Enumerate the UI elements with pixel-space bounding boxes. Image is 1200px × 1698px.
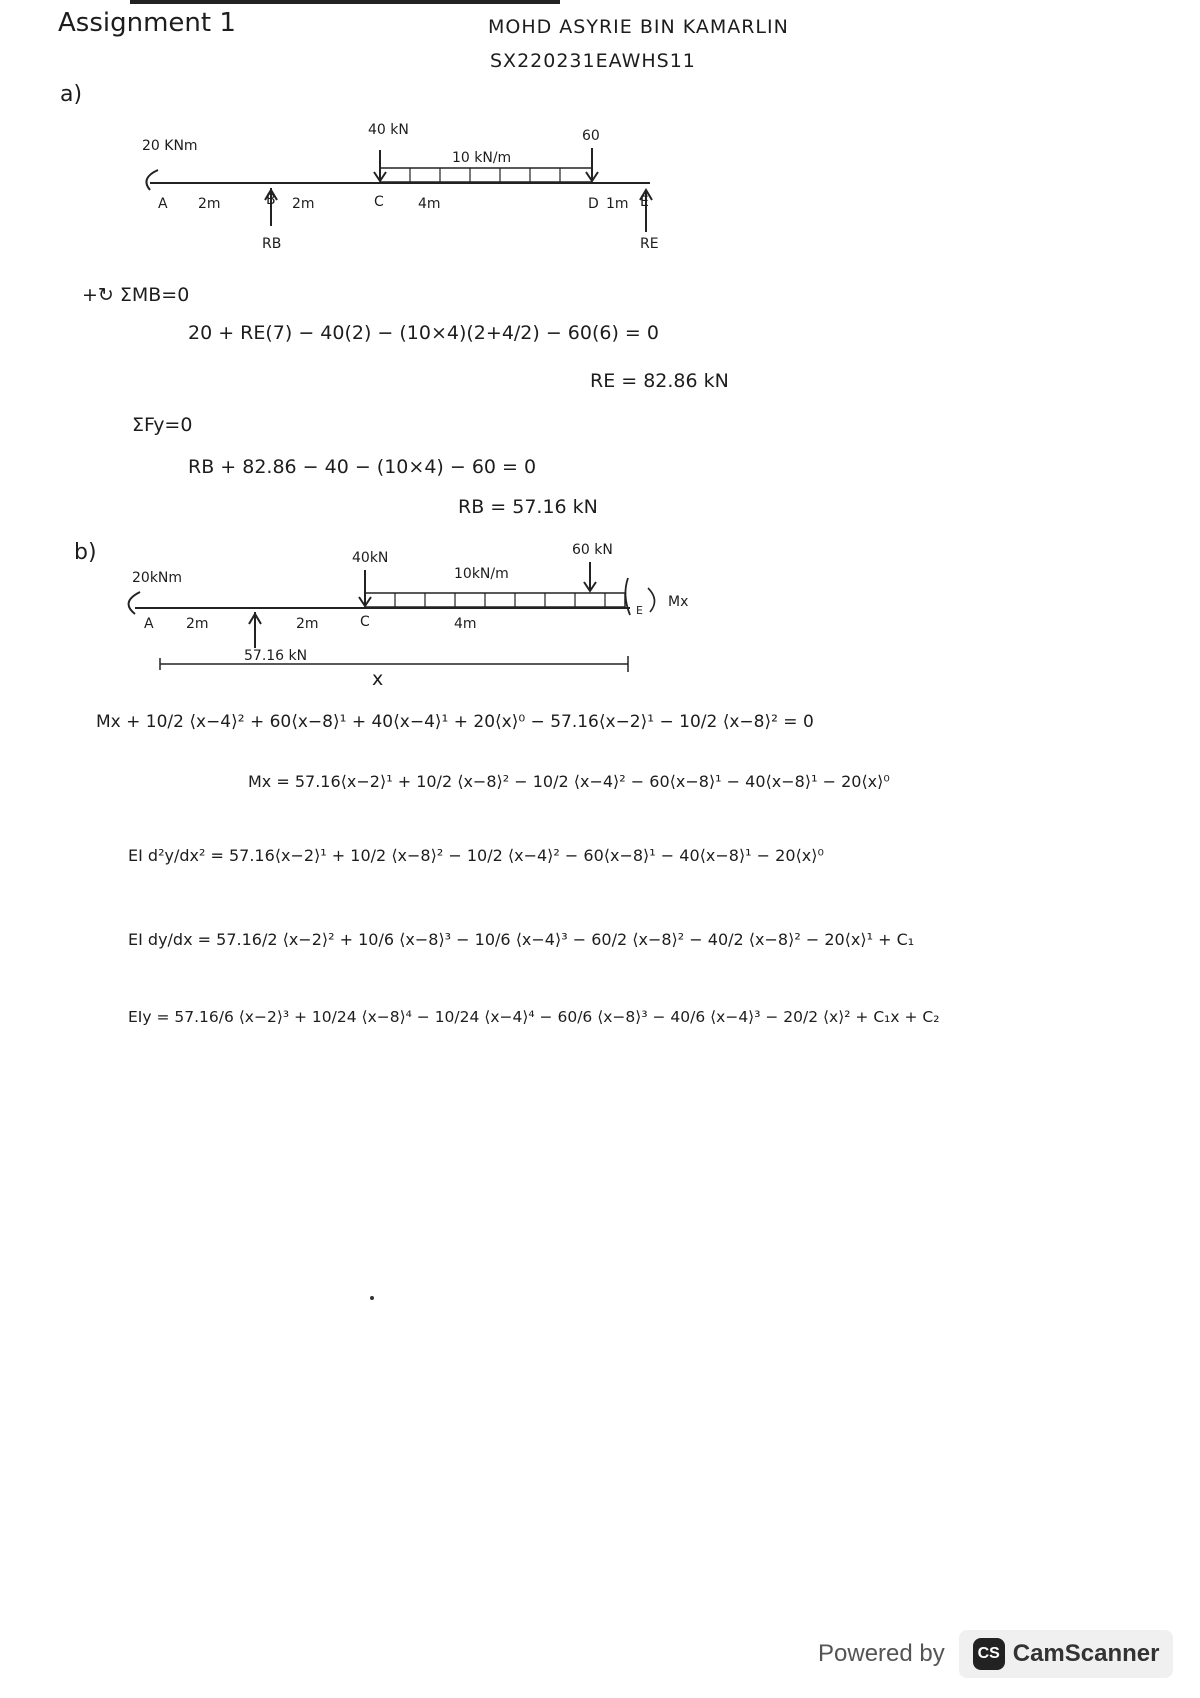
- span-cd: 4m: [418, 196, 441, 212]
- point-e2: E: [636, 604, 643, 617]
- udl-a-arrows: [410, 168, 560, 182]
- camscanner-box: [959, 1630, 1174, 1678]
- point-c: C: [374, 194, 384, 210]
- powered-by-text: Powered by: [818, 1640, 945, 1667]
- camscanner-name: CamScanner: [1012, 1640, 1160, 1667]
- equation-2: Mx = 57.16⟨x−2⟩¹ + 10/2 ⟨x−8⟩² − 10/2 ⟨x−4⟩² − 60⟨x−8⟩¹ − 40⟨x−8⟩¹ − 20⟨x⟩⁰: [248, 772, 890, 791]
- equation-3: EI d²y/dx² = 57.16⟨x−2⟩¹ + 10/2 ⟨x−8⟩² − 10/2 ⟨x−4⟩² − 60⟨x−8⟩¹ − 40⟨x−8⟩¹ − 20⟨x⟩⁰: [128, 846, 824, 865]
- assignment-title: Assignment 1: [58, 8, 236, 38]
- span-ab: 2m: [198, 196, 221, 212]
- moment-label-a: 20 KNm: [142, 138, 198, 154]
- span-bc2: 2m: [296, 616, 319, 632]
- reaction-b-label: RB: [262, 236, 282, 252]
- udl-b-box: [365, 593, 625, 607]
- re-result: RE = 82.86 kN: [590, 370, 729, 392]
- section-cut: [625, 578, 630, 615]
- load-c2-label: 40kN: [352, 550, 389, 566]
- rb-result: RB = 57.16 kN: [458, 496, 598, 518]
- point-b: B: [266, 192, 276, 208]
- load-d-label: 60: [582, 128, 600, 144]
- point-a: A: [158, 196, 168, 212]
- span-de: 1m: [606, 196, 629, 212]
- fy-equation: RB + 82.86 − 40 − (10×4) − 60 = 0: [188, 456, 537, 478]
- mx-arc: [648, 588, 655, 612]
- mx-label: Mx: [668, 594, 689, 610]
- equation-5: EIy = 57.16/6 ⟨x−2⟩³ + 10/24 ⟨x−8⟩⁴ − 10/24 ⟨x−4⟩⁴ − 60/6 ⟨x−8⟩³ − 40/6 ⟨x−4⟩³ − 20/2 ⟨x⟩² + C₁x + C₂: [128, 1008, 940, 1026]
- moment-sum-label: +↻ ΣMB=0: [82, 284, 190, 306]
- scan-speck: [370, 1296, 374, 1300]
- point-e: E: [640, 194, 649, 210]
- camscanner-logo-icon: CS: [973, 1638, 1005, 1670]
- moment-equation: 20 + RE(7) − 40(2) − (10×4)(2+4/2) − 60(6) = 0: [188, 322, 659, 344]
- fy-sum-label: ΣFy=0: [132, 414, 193, 436]
- x-label: x: [372, 668, 384, 690]
- equation-4: EI dy/dx = 57.16/2 ⟨x−2⟩² + 10/6 ⟨x−8⟩³ − 10/6 ⟨x−4⟩³ − 60/2 ⟨x−8⟩² − 40/2 ⟨x−8⟩² − 20⟨x⟩¹ + C₁: [128, 930, 915, 949]
- load-c-label: 40 kN: [368, 122, 409, 138]
- span-bc: 2m: [292, 196, 315, 212]
- reaction-b2-label: 57.16 kN: [244, 648, 308, 664]
- point-a2: A: [144, 616, 154, 632]
- reaction-e-label: RE: [640, 236, 659, 252]
- part-a-label: a): [60, 82, 83, 107]
- udl-label-b: 10kN/m: [454, 566, 509, 582]
- load-d2-label: 60 kN: [572, 542, 613, 558]
- udl-b-arrows: [395, 593, 605, 607]
- moment-arc-b: [129, 592, 140, 614]
- point-c2: C: [360, 614, 370, 630]
- equation-1: Mx + 10/2 ⟨x−4⟩² + 60⟨x−8⟩¹ + 40⟨x−4⟩¹ + 20⟨x⟩⁰ − 57.16⟨x−2⟩¹ − 10/2 ⟨x−8⟩² = 0: [96, 712, 814, 732]
- student-id: SX220231EAWHS11: [490, 50, 696, 72]
- point-d: D: [588, 196, 599, 212]
- part-b-label: b): [74, 540, 97, 565]
- span-ab2: 2m: [186, 616, 209, 632]
- beam-diagram-a: [0, 0, 1200, 700]
- student-name: MOHD ASYRIE BIN KAMARLIN: [488, 16, 789, 38]
- camscanner-badge: [818, 1630, 1173, 1678]
- moment-label-b: 20kNm: [132, 570, 183, 586]
- udl-label-a: 10 kN/m: [452, 150, 512, 166]
- span-cd2: 4m: [454, 616, 477, 632]
- moment-arc-a: [146, 170, 158, 190]
